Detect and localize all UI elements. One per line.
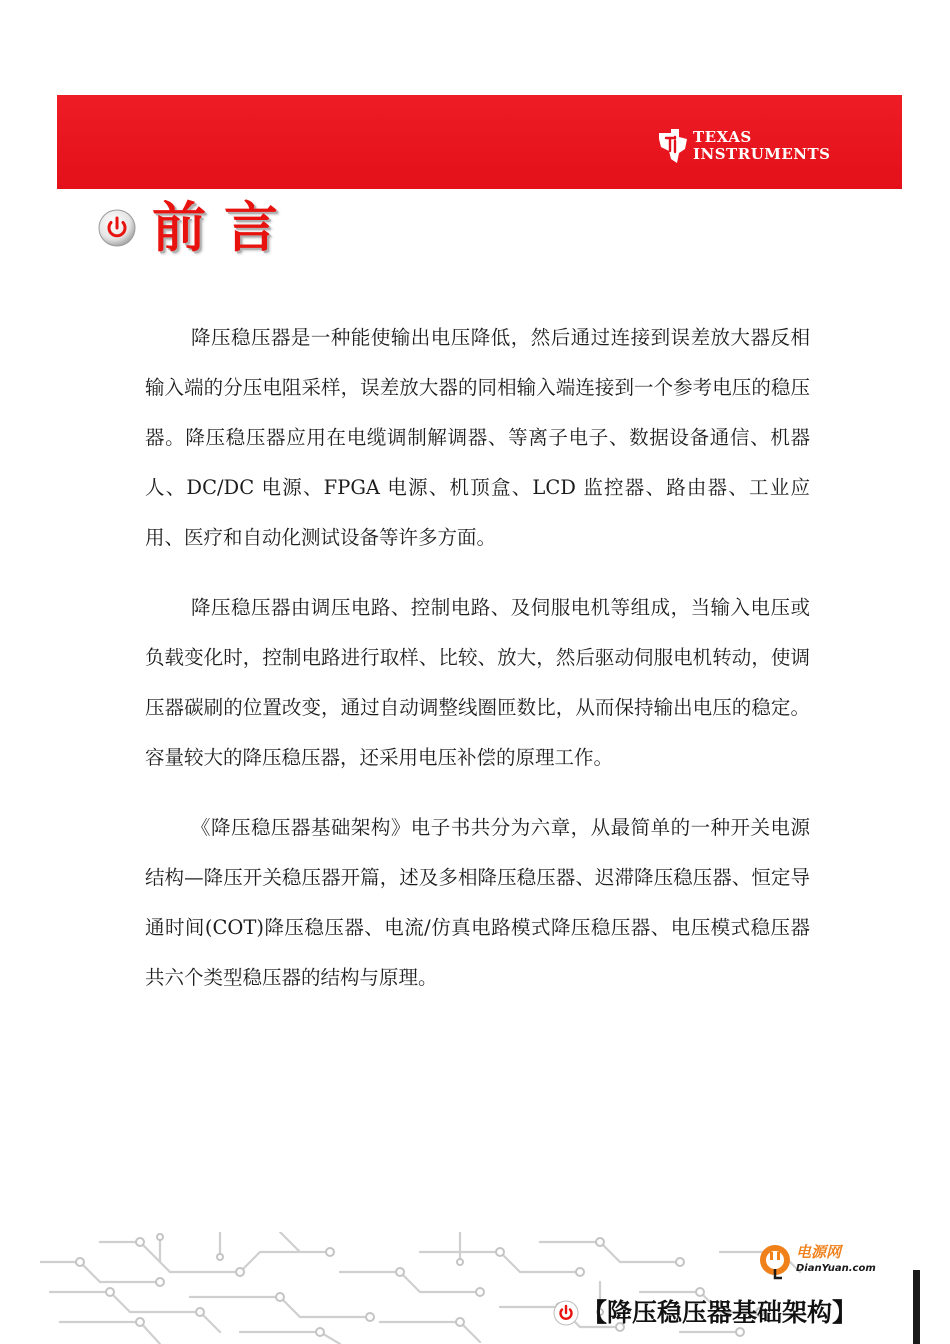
- footer-book-title: 【降压稳压器基础架构】: [582, 1298, 858, 1327]
- brand-line-1: TEXAS: [693, 128, 752, 146]
- page-title: 前言: [152, 195, 296, 259]
- ti-logo: [655, 127, 831, 167]
- footer-power-icon: [553, 1300, 579, 1326]
- paragraph-3: 《降压稳压器基础架构》电子书共分为六章，从最简单的一种开关电源结构—降压开关稳压器开篇，述及多相降压稳压器、迟滞降压稳压器、恒定导通时间(COT)降压稳压器、电流/仿真电路模式降压稳压器、电压模式稳压器共六个类型稳压器的结构与原理。: [145, 816, 810, 989]
- page-edge-bar: [913, 1270, 920, 1344]
- dianyuan-logo: [758, 1240, 878, 1284]
- paragraph-1: 降压稳压器是一种能使输出电压降低，然后通过连接到误差放大器反相输入端的分压电阻采样，误差放大器的同相输入端连接到一个参考电压的稳压器。降压稳压器应用在电缆调制解调器、等离子电子、数据设备通信、机器人、DC/DC 电源、FPGA 电源、机顶盒、LCD 监控器、路由器、工业应用、医疗和自动化测试设备等许多方面。: [145, 326, 810, 549]
- paragraph-2: 降压稳压器由调压电路、控制电路、及伺服电机等组成，当输入电压或负载变化时，控制电路进行取样、比较、放大，然后驱动伺服电机转动，使调压器碳刷的位置改变，通过自动调整线圈匝数比，从而保持输出电压的稳定。容量较大的降压稳压器，还采用电压补偿的原理工作。: [145, 596, 810, 769]
- body-content: [145, 313, 810, 1023]
- ti-logo-icon: [655, 127, 691, 165]
- plug-icon: [758, 1242, 794, 1282]
- power-icon: [97, 208, 137, 248]
- ti-wordmark: [693, 129, 831, 163]
- site-name-cn: 电源网: [796, 1243, 842, 1261]
- brand-line-2: INSTRUMENTS: [693, 145, 831, 163]
- site-name-en: DianYuan.com: [796, 1263, 876, 1274]
